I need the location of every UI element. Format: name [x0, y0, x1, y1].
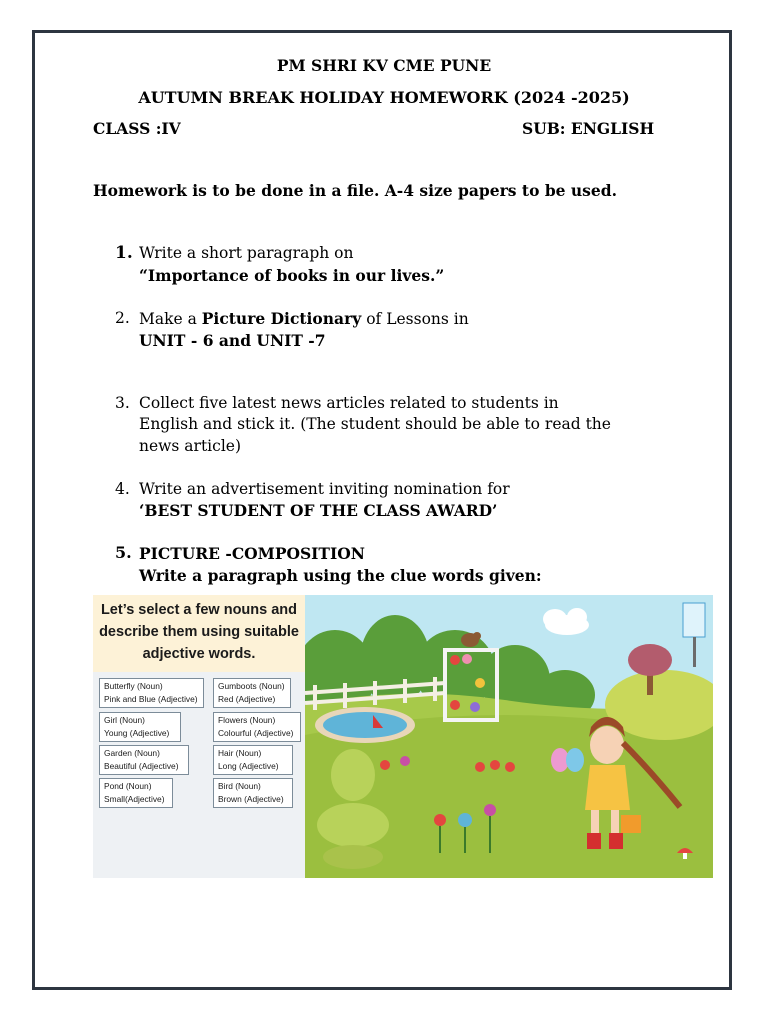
school-name: PM SHRI KV CME PUNE [276, 56, 492, 75]
clue-word-box: Girl (Noun) Young (Adjective) [99, 712, 181, 742]
clue-word-box: Bird (Noun) Brown (Adjective) [213, 778, 293, 808]
question-text: UNIT - 6 and UNIT -7 [139, 331, 326, 350]
question-text: Write an advertisement inviting nomination for [139, 480, 510, 498]
class-label: CLASS :IV [93, 119, 181, 138]
question-number: 3. [115, 394, 130, 412]
clue-word-box: Garden (Noun) Beautiful (Adjective) [99, 745, 189, 775]
panel-title: Let’s select a few nouns and describe them using suitable adjective words. [99, 602, 299, 662]
question-number: 1. [115, 243, 133, 263]
question-number: 2. [115, 309, 130, 327]
panel-header [93, 595, 305, 672]
homework-title: AUTUMN BREAK HOLIDAY HOMEWORK (2024 -2025) [138, 88, 630, 107]
subject-label: SUB: ENGLISH [522, 119, 655, 138]
picture-composition-image [93, 595, 713, 878]
question-text: Write a paragraph using the clue words given: [139, 566, 542, 585]
question-text: Make a Picture Dictionary of Lessons in [139, 309, 469, 328]
question-number: 5. [115, 543, 132, 562]
clue-word-box: Flowers (Noun) Colourful (Adjective) [213, 712, 301, 742]
question-text: Collect five latest news articles related to students in [139, 394, 559, 412]
question-text: Write a short paragraph on [139, 244, 354, 262]
pond [315, 707, 415, 743]
clue-word-box: Butterfly (Noun) Pink and Blue (Adjective) [99, 678, 204, 708]
garden-illustration [305, 595, 713, 878]
question-text: English and stick it. (The student should be able to read the [139, 415, 611, 433]
question-text: news article) [139, 437, 241, 455]
clue-word-box: Hair (Noun) Long (Adjective) [213, 745, 293, 775]
clue-word-box: Pond (Noun) Small(Adjective) [99, 778, 173, 808]
question-number: 4. [115, 480, 130, 498]
question-text: ‘BEST STUDENT OF THE CLASS AWARD’ [139, 501, 498, 520]
question-text: PICTURE -COMPOSITION [139, 544, 365, 563]
clue-words-panel [93, 595, 305, 878]
question-text: “Importance of books in our lives.” [139, 266, 445, 285]
clue-word-box: Gumboots (Noun) Red (Adjective) [213, 678, 291, 708]
instruction-line: Homework is to be done in a file. A-4 size papers to be used. [93, 181, 618, 200]
